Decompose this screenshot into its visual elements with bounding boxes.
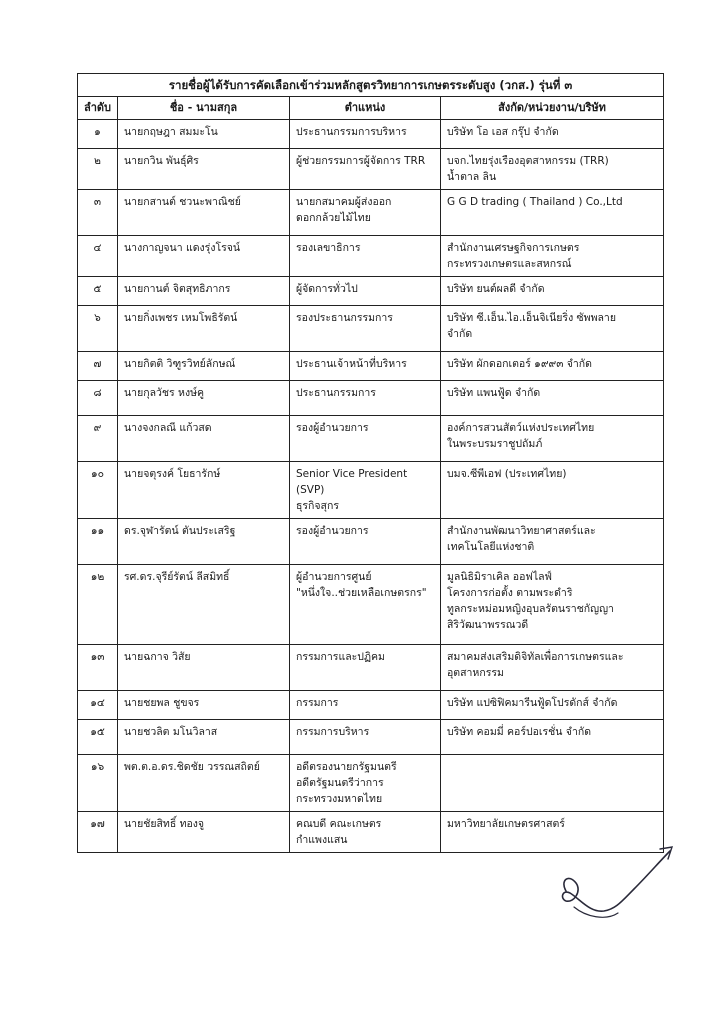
organization-cell: [441, 381, 664, 416]
table-title-row: [78, 74, 664, 97]
organization-cell: [441, 691, 664, 720]
position-line: ผู้ช่วยกรรมการผู้จัดการ TRR: [296, 155, 426, 167]
organization-cell: [441, 149, 664, 190]
participant-name: นายกฤษฎา สมมะโน: [118, 120, 290, 149]
row-number: ๗: [78, 352, 118, 381]
participant-table: [77, 73, 664, 853]
row-number: ๖: [78, 306, 118, 352]
column-header-organization: สังกัด/หน่วยงาน/บริษัท: [441, 97, 664, 120]
participant-name: นายกุลวัชร หงษ์คู: [118, 381, 290, 416]
organization-line: บริษัท ผักดอกเตอร์ ๑๙๙๓ จำกัด: [447, 358, 592, 370]
organization-line: มูลนิธิมิราเคิล ออฟไลฟ์: [447, 571, 552, 583]
participant-name: รศ.ดร.จุรีย์รัตน์ ลีสมิทธิ์: [118, 565, 290, 645]
position-line: รองประธานกรรมการ: [296, 312, 393, 324]
participant-name: นายกสานต์ ชวนะพาณิชย์: [118, 190, 290, 236]
organization-line: บริษัท ยนต์ผลดี จำกัด: [447, 283, 545, 295]
participant-name: นายจตุรงค์ โยธารักษ์: [118, 462, 290, 519]
position-line: ดอกกล้วยไม้ไทย: [296, 212, 371, 224]
table-row: [78, 691, 664, 720]
organization-line: สมาคมส่งเสริมดิจิทัลเพื่อการเกษตรและ: [447, 651, 624, 663]
organization-cell: [441, 462, 664, 519]
table-row: [78, 720, 664, 755]
row-number: ๑๑: [78, 519, 118, 565]
position-line: ประธานเจ้าหน้าที่บริหาร: [296, 358, 407, 370]
organization-line: สำนักงานเศรษฐกิจการเกษตร: [447, 242, 580, 254]
organization-cell: [441, 236, 664, 277]
row-number: ๑๔: [78, 691, 118, 720]
organization-line: ทูลกระหม่อมหญิงอุบลรัตนราชกัญญา: [447, 603, 614, 615]
position-cell: [290, 381, 441, 416]
position-line: กรรมการบริหาร: [296, 726, 370, 738]
position-line: รองผู้อำนวยการ: [296, 422, 369, 434]
handwritten-signature: [556, 843, 676, 928]
position-line: อดีตรองนายกรัฐมนตรี: [296, 761, 397, 773]
participant-name: นายชวลิต มโนวิลาส: [118, 720, 290, 755]
position-line: Senior Vice President (SVP): [296, 468, 408, 496]
table-row: [78, 519, 664, 565]
table-row: [78, 416, 664, 462]
row-number: ๓: [78, 190, 118, 236]
organization-line: บริษัท แพนฟู้ด จำกัด: [447, 387, 541, 399]
organization-cell: [441, 306, 664, 352]
organization-line: เทคโนโลยีแห่งชาติ: [447, 541, 535, 553]
row-number: ๑๕: [78, 720, 118, 755]
table-row: [78, 190, 664, 236]
position-cell: [290, 306, 441, 352]
table-row: [78, 236, 664, 277]
row-number: ๑: [78, 120, 118, 149]
participant-name: นางกาญจนา แดงรุ่งโรจน์: [118, 236, 290, 277]
table-row: [78, 120, 664, 149]
position-cell: [290, 645, 441, 691]
table-row: [78, 462, 664, 519]
column-header-name: ชื่อ - นามสกุล: [118, 97, 290, 120]
row-number: ๘: [78, 381, 118, 416]
table-row: [78, 352, 664, 381]
organization-line: ในพระบรมราชูปถัมภ์: [447, 438, 543, 450]
participant-name: นายชัยสิทธิ์ ทองจู: [118, 812, 290, 853]
position-cell: [290, 565, 441, 645]
organization-line: โครงการก่อตั้ง ตามพระดำริ: [447, 587, 573, 599]
row-number: ๕: [78, 277, 118, 306]
document-title: รายชื่อผู้ได้รับการคัดเลือกเข้าร่วมหลักสูตรวิทยาการเกษตรระดับสูง (วกส.) รุ่นที่ ๓: [78, 74, 664, 97]
table-row: [78, 565, 664, 645]
position-cell: [290, 149, 441, 190]
position-cell: [290, 120, 441, 149]
organization-cell: [441, 755, 664, 812]
position-line: ประธานกรรมการบริหาร: [296, 126, 407, 138]
participant-name: นายกวิน พันธุ์ศิร: [118, 149, 290, 190]
row-number: ๒: [78, 149, 118, 190]
position-cell: [290, 720, 441, 755]
organization-line: บริษัท คอมมี่ คอร์ปอเรชั่น จำกัด: [447, 726, 592, 738]
position-line: รองเลขาธิการ: [296, 242, 361, 254]
participant-name: นายกิ่งเพชร เหมโพธิรัตน์: [118, 306, 290, 352]
position-line: ผู้จัดการทั่วไป: [296, 283, 358, 295]
position-line: นายกสมาคมผู้ส่งออก: [296, 196, 392, 208]
organization-line: กระทรวงเกษตรและสหกรณ์: [447, 258, 572, 270]
organization-cell: [441, 190, 664, 236]
organization-line: อุตสาหกรรม: [447, 667, 504, 679]
participant-name: นายกานต์ จิตสุทธิภากร: [118, 277, 290, 306]
row-number: ๙: [78, 416, 118, 462]
position-cell: [290, 755, 441, 812]
organization-cell: [441, 519, 664, 565]
position-line: คณบดี คณะเกษตร: [296, 818, 382, 830]
organization-cell: [441, 645, 664, 691]
position-line: อดีตรัฐมนตรีว่าการ: [296, 777, 384, 789]
organization-line: บจก.ไทยรุ่งเรืองอุตสาหกรรม (TRR): [447, 155, 609, 167]
table-body: [78, 120, 664, 853]
table-row: [78, 645, 664, 691]
position-line: "หนึ่งใจ..ช่วยเหลือเกษตรกร": [296, 587, 427, 599]
row-number: ๑๓: [78, 645, 118, 691]
organization-line: มหาวิทยาลัยเกษตรศาสตร์: [447, 818, 565, 830]
organization-cell: [441, 720, 664, 755]
organization-cell: [441, 565, 664, 645]
table-row: [78, 755, 664, 812]
column-header-order: ลำดับ: [78, 97, 118, 120]
row-number: ๔: [78, 236, 118, 277]
table-row: [78, 381, 664, 416]
participant-name: ดร.จุฬารัตน์ ตันประเสริฐ: [118, 519, 290, 565]
organization-line: บริษัท โอ เอส กรุ๊ป จำกัด: [447, 126, 559, 138]
position-cell: [290, 416, 441, 462]
organization-line: สำนักงานพัฒนาวิทยาศาสตร์และ: [447, 525, 596, 537]
position-cell: [290, 812, 441, 853]
position-line: กรรมการและปฏิคม: [296, 651, 385, 663]
organization-cell: [441, 352, 664, 381]
organization-line: จำกัด: [447, 328, 473, 340]
position-cell: [290, 236, 441, 277]
position-line: กระทรวงมหาดไทย: [296, 793, 383, 805]
position-cell: [290, 352, 441, 381]
position-line: กรรมการ: [296, 697, 339, 709]
organization-line: บมจ.ซีพีเอฟ (ประเทศไทย): [447, 468, 567, 480]
organization-cell: [441, 277, 664, 306]
row-number: ๑๒: [78, 565, 118, 645]
row-number: ๑๐: [78, 462, 118, 519]
position-line: รองผู้อำนวยการ: [296, 525, 369, 537]
table-header-row: [78, 97, 664, 120]
position-cell: [290, 462, 441, 519]
table-row: [78, 277, 664, 306]
participant-name: นายชยพล ชูขจร: [118, 691, 290, 720]
position-line: ประธานกรรมการ: [296, 387, 376, 399]
organization-line: สิริวัฒนาพรรณวดี: [447, 619, 529, 631]
row-number: ๑๖: [78, 755, 118, 812]
position-cell: [290, 190, 441, 236]
table-row: [78, 306, 664, 352]
organization-line: องค์การสวนสัตว์แห่งประเทศไทย: [447, 422, 595, 434]
column-header-position: ตำแหน่ง: [290, 97, 441, 120]
participant-name: นายกิตติ วิฑูรวิทย์ลักษณ์: [118, 352, 290, 381]
organization-line: G G D trading ( Thailand ) Co.,Ltd: [447, 196, 623, 208]
position-line: ผู้อำนวยการศูนย์: [296, 571, 372, 583]
row-number: ๑๗: [78, 812, 118, 853]
participant-name: นายฉกาจ วิสัย: [118, 645, 290, 691]
organization-cell: [441, 416, 664, 462]
organization-line: น้ำตาล ลิน: [447, 171, 497, 183]
position-cell: [290, 519, 441, 565]
table-row: [78, 149, 664, 190]
position-cell: [290, 691, 441, 720]
position-line: ธุรกิจสุกร: [296, 500, 339, 512]
organization-cell: [441, 120, 664, 149]
position-cell: [290, 277, 441, 306]
participant-name: นางจงกลณี แก้วสด: [118, 416, 290, 462]
position-line: กำแพงแสน: [296, 834, 348, 846]
participant-name: พต.ต.อ.ดร.ชิดชัย วรรณสถิตย์: [118, 755, 290, 812]
organization-line: บริษัท ซี.เอ็น.ไอ.เอ็นจิเนียริ่ง ซัพพลาย: [447, 312, 616, 324]
organization-line: บริษัท แปซิฟิคมารีนฟู้ดโปรดักส์ จำกัด: [447, 697, 618, 709]
